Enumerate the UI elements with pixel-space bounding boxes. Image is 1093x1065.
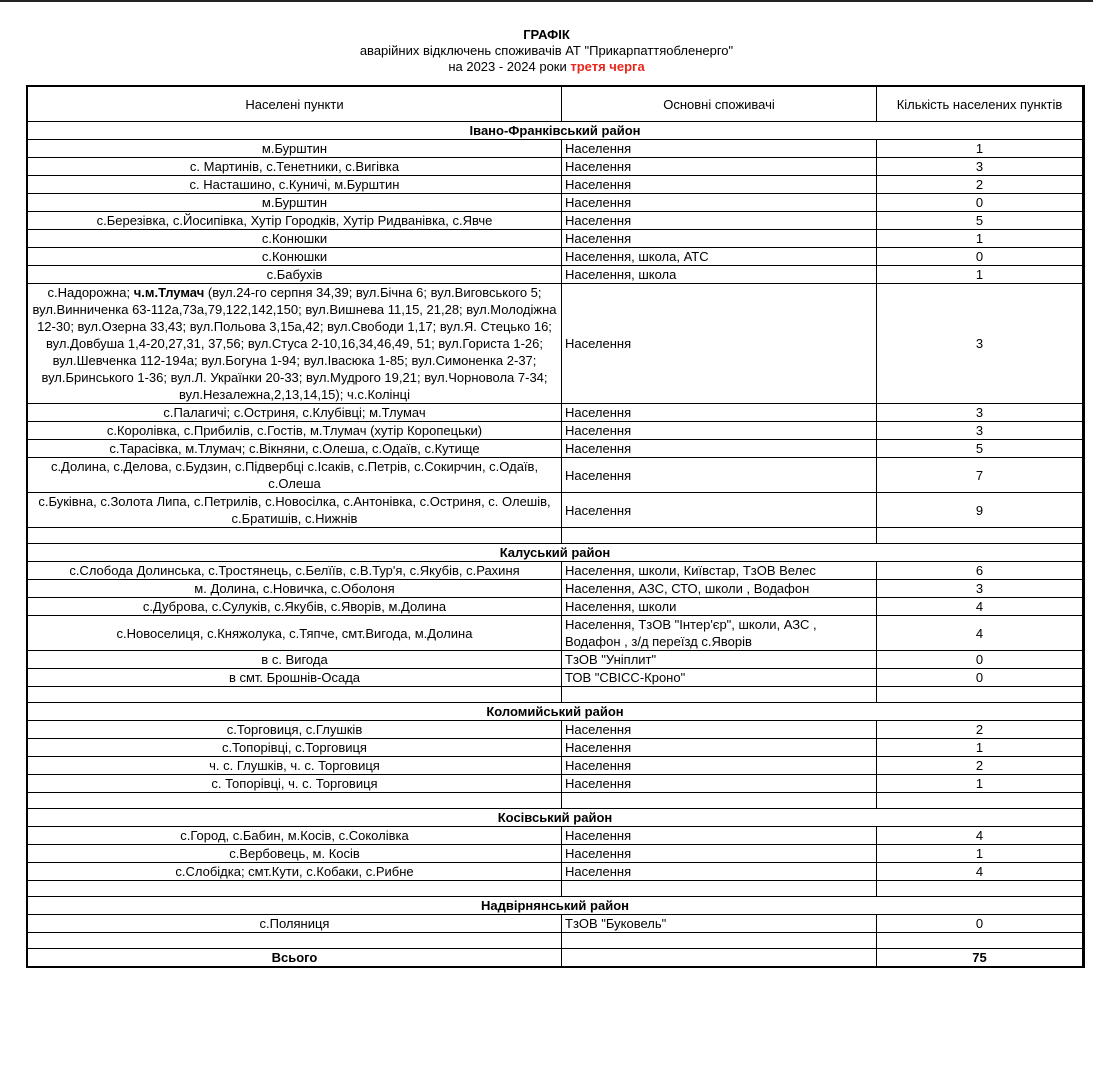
table-row <box>28 845 1083 863</box>
settlements-text-bold: ч.м.Тлумач <box>133 285 205 300</box>
settlements-cell: с. Топорівці, ч. с. Торговиця <box>28 775 562 793</box>
settlements-cell <box>28 284 562 404</box>
consumers-cell: Населення, школи, Київстар, ТзОВ Велес <box>562 562 877 580</box>
table-row <box>28 404 1083 422</box>
table-row <box>28 284 1083 404</box>
table-row <box>28 721 1083 739</box>
table-header-row <box>28 87 1083 122</box>
table-row <box>28 266 1083 284</box>
empty-cell <box>562 793 877 809</box>
settlements-cell: ч. с. Глушків, ч. с. Торговиця <box>28 757 562 775</box>
consumers-cell: Населення <box>562 176 877 194</box>
settlements-cell: м. Долина, с.Новичка, с.Оболоня <box>28 580 562 598</box>
table-row <box>28 616 1083 651</box>
count-cell: 1 <box>877 845 1083 863</box>
count-cell: 0 <box>877 194 1083 212</box>
column-header-places: Населені пункти <box>28 87 562 122</box>
settlements-cell: с.Слобідка; смт.Кути, с.Кобаки, с.Рибне <box>28 863 562 881</box>
table-row <box>28 757 1083 775</box>
consumers-cell: Населення <box>562 863 877 881</box>
settlements-cell: с.Буківна, с.Золота Липа, с.Петрилів, с.Новосілка, с.Антонівка, с.Остриня, с. Олешів, с.Братишів, с.Нижнів <box>28 493 562 528</box>
count-cell: 3 <box>877 158 1083 176</box>
schedule-table-body <box>28 122 1083 967</box>
count-cell: 4 <box>877 863 1083 881</box>
consumers-cell: Населення <box>562 140 877 158</box>
count-cell: 1 <box>877 140 1083 158</box>
settlements-cell: с.Бабухів <box>28 266 562 284</box>
count-cell: 9 <box>877 493 1083 528</box>
empty-cell <box>28 881 562 897</box>
consumers-cell: Населення <box>562 775 877 793</box>
count-cell: 2 <box>877 757 1083 775</box>
settlements-cell: с.Слобода Долинська, с.Тростянець, с.Белїїв, с.В.Тур'я, с.Якубів, с.Рахиня <box>28 562 562 580</box>
table-row <box>28 863 1083 881</box>
empty-cell <box>877 933 1083 949</box>
consumers-cell: Населення, АЗС, СТО, школи , Водафон <box>562 580 877 598</box>
empty-cell <box>562 528 877 544</box>
settlements-cell: с.Тарасівка, м.Тлумач; с.Вікняни, с.Олеша, с.Одаїв, с.Кутище <box>28 440 562 458</box>
district-name: Івано-Франківський район <box>28 122 1083 140</box>
consumers-cell: Населення, школи <box>562 598 877 616</box>
total-row <box>28 949 1083 967</box>
empty-cell <box>28 793 562 809</box>
settlements-cell: с.Конюшки <box>28 248 562 266</box>
count-cell: 3 <box>877 422 1083 440</box>
spacer-row <box>28 793 1083 809</box>
spacer-row <box>28 687 1083 703</box>
count-cell: 1 <box>877 739 1083 757</box>
table-row <box>28 775 1083 793</box>
consumers-cell: ТОВ "СВІСС-Кроно" <box>562 669 877 687</box>
spacer-row <box>28 933 1083 949</box>
count-cell: 3 <box>877 284 1083 404</box>
settlements-cell: с.Дуброва, с.Сулуків, с.Якубів, с.Яворів, м.Долина <box>28 598 562 616</box>
settlements-cell: м.Бурштин <box>28 194 562 212</box>
count-cell: 7 <box>877 458 1083 493</box>
table-row <box>28 739 1083 757</box>
table-row <box>28 562 1083 580</box>
document-subtitle: аварійних відключень споживачів АТ "Прикарпаттяобленерго" <box>359 43 734 58</box>
consumers-cell: ТзОВ "Уніплит" <box>562 651 877 669</box>
table-row <box>28 669 1083 687</box>
consumers-cell: Населення <box>562 827 877 845</box>
district-name: Коломийський район <box>28 703 1083 721</box>
district-header-row <box>28 703 1083 721</box>
consumers-cell: Населення <box>562 422 877 440</box>
column-header-count: Кількість населених пунктів <box>877 87 1083 122</box>
table-row <box>28 458 1083 493</box>
district-name: Калуський район <box>28 544 1083 562</box>
table-row <box>28 140 1083 158</box>
count-cell: 4 <box>877 616 1083 651</box>
count-cell: 1 <box>877 775 1083 793</box>
document-title: ГРАФІК <box>523 27 570 42</box>
consumers-cell: ТзОВ "Буковель" <box>562 915 877 933</box>
count-cell: 0 <box>877 669 1083 687</box>
count-cell: 1 <box>877 266 1083 284</box>
district-header-row <box>28 122 1083 140</box>
settlements-cell: в смт. Брошнів-Осада <box>28 669 562 687</box>
settlements-cell: с.Березівка, с.Йосипівка, Хутір Городків, Хутір Ридванівка, с.Явче <box>28 212 562 230</box>
count-cell: 4 <box>877 827 1083 845</box>
consumers-cell: Населення <box>562 721 877 739</box>
consumers-cell: Населення <box>562 845 877 863</box>
table-row <box>28 440 1083 458</box>
consumers-cell: Населення <box>562 194 877 212</box>
consumers-cell: Населення <box>562 493 877 528</box>
table-row <box>28 598 1083 616</box>
settlements-cell: с.Королівка, с.Прибилів, с.Гостів, м.Тлумач (хутір Коропецьки) <box>28 422 562 440</box>
count-cell: 0 <box>877 915 1083 933</box>
count-cell: 1 <box>877 230 1083 248</box>
table-row <box>28 827 1083 845</box>
top-border-line <box>0 0 1093 2</box>
consumers-cell: Населення <box>562 404 877 422</box>
district-header-row <box>28 544 1083 562</box>
table-row <box>28 194 1083 212</box>
spacer-row <box>28 881 1083 897</box>
document-period-line <box>0 59 1093 75</box>
empty-cell <box>28 528 562 544</box>
count-cell: 3 <box>877 404 1083 422</box>
settlements-cell: с.Долина, с.Делова, с.Будзин, с.Підвербці с.Ісаків, с.Петрів, с.Сокирчин, с.Одаїв, с.Олеша <box>28 458 562 493</box>
consumers-cell: Населення <box>562 757 877 775</box>
consumers-cell: Населення <box>562 230 877 248</box>
district-name: Косівський район <box>28 809 1083 827</box>
count-cell: 2 <box>877 176 1083 194</box>
settlements-text: (вул.24-го серпня 34,39; вул.Бічна 6; вул.Виговського 5; вул.Винниченка 63-112а,73а,79,122,142,150; вул.Вишнева 11,15, 21,28; вул.Молодіжна 12-30; вул.Озерна 33,43; вул.Польова 3,15а,42; вул.Свободи 1,17; вул.Я. Стецько 16; вул.Довбуша 1,4-20,27,31, 37,56; вул.Стуса 2-10,16,34,46,49, 51; вул.Гориста 1-26; вул.Шевченка 112-194а; вул.Богуна 1-94; вул.Івасюка 1-85; вул.Симоненка 2-37; вул.Бринського 1-36; вул.Л. Українки 20-33; вул.Мудрого 19,21; вул.Чорновола 7-34; вул.Незалежна,2,13,14,15); ч.с.Колінці <box>32 285 557 402</box>
total-label: Всього <box>28 949 562 967</box>
settlements-cell: м.Бурштин <box>28 140 562 158</box>
empty-cell <box>877 528 1083 544</box>
empty-cell <box>28 687 562 703</box>
consumers-cell: Населення <box>562 158 877 176</box>
count-cell: 5 <box>877 440 1083 458</box>
spacer-row <box>28 528 1083 544</box>
district-header-row <box>28 897 1083 915</box>
table-row <box>28 651 1083 669</box>
settlements-cell: в с. Вигода <box>28 651 562 669</box>
consumers-cell: Населення, школа <box>562 266 877 284</box>
count-cell: 5 <box>877 212 1083 230</box>
district-name: Надвірнянський район <box>28 897 1083 915</box>
empty-cell <box>562 687 877 703</box>
document-period: на 2023 - 2024 роки <box>448 59 567 74</box>
count-cell: 2 <box>877 721 1083 739</box>
schedule-table <box>27 86 1083 967</box>
consumers-cell: Населення, школа, АТС <box>562 248 877 266</box>
consumers-cell: Населення <box>562 739 877 757</box>
settlements-cell: с.Топорівці, с.Торговиця <box>28 739 562 757</box>
table-row <box>28 580 1083 598</box>
table-row <box>28 212 1083 230</box>
consumers-cell: Населення, ТзОВ "Інтер'єр", школи, АЗС , Водафон , з/д переїзд с.Яворів <box>562 616 877 651</box>
settlements-cell: с.Поляниця <box>28 915 562 933</box>
empty-cell <box>28 933 562 949</box>
table-row <box>28 493 1083 528</box>
count-cell: 0 <box>877 651 1083 669</box>
table-row <box>28 230 1083 248</box>
empty-cell <box>877 687 1083 703</box>
settlements-cell: с.Вербовець, м. Косів <box>28 845 562 863</box>
settlements-cell: с.Новоселиця, с.Княжолука, с.Тяпче, смт.Вигода, м.Долина <box>28 616 562 651</box>
queue-label: третя черга <box>570 59 645 74</box>
document-header <box>0 27 1093 75</box>
table-row <box>28 158 1083 176</box>
count-cell: 4 <box>877 598 1083 616</box>
total-count: 75 <box>877 949 1083 967</box>
empty-cell <box>877 881 1083 897</box>
settlements-text-prefix: с.Надорожна; <box>47 285 134 300</box>
settlements-cell: с.Торговиця, с.Глушків <box>28 721 562 739</box>
district-header-row <box>28 809 1083 827</box>
settlements-cell: с.Палагичі; с.Остриня, с.Клубівці; м.Тлумач <box>28 404 562 422</box>
settlements-cell: с.Конюшки <box>28 230 562 248</box>
consumers-cell: Населення <box>562 458 877 493</box>
count-cell: 6 <box>877 562 1083 580</box>
settlements-cell: с.Город, с.Бабин, м.Косів, с.Соколівка <box>28 827 562 845</box>
consumers-cell: Населення <box>562 212 877 230</box>
table-row <box>28 915 1083 933</box>
empty-cell <box>562 881 877 897</box>
settlements-cell: с. Насташино, с.Куничі, м.Бурштин <box>28 176 562 194</box>
empty-cell <box>877 793 1083 809</box>
column-header-consumers: Основні споживачі <box>562 87 877 122</box>
consumers-cell: Населення <box>562 284 877 404</box>
count-cell: 0 <box>877 248 1083 266</box>
table-row <box>28 176 1083 194</box>
count-cell: 3 <box>877 580 1083 598</box>
settlements-cell: с. Мартинів, с.Тенетники, с.Вигівка <box>28 158 562 176</box>
empty-cell <box>562 933 877 949</box>
table-row <box>28 422 1083 440</box>
total-empty-cell <box>562 949 877 967</box>
consumers-cell: Населення <box>562 440 877 458</box>
table-row <box>28 248 1083 266</box>
